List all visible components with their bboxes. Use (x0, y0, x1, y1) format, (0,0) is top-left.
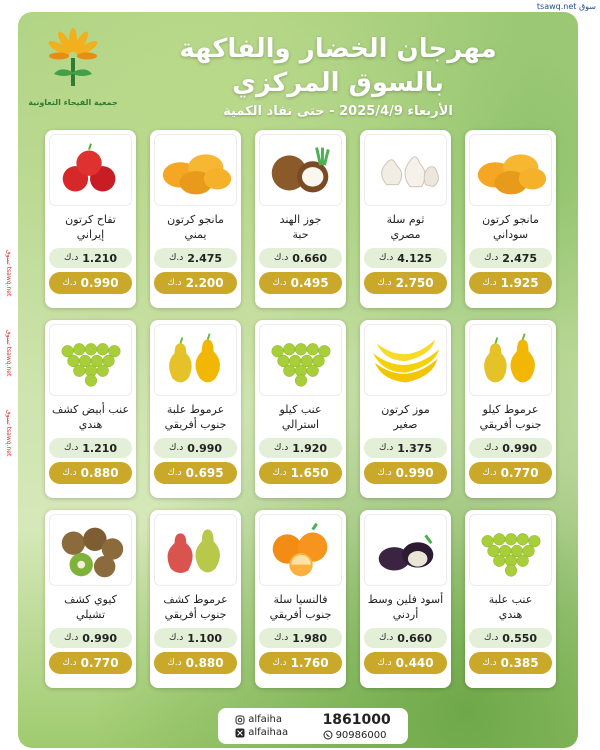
old-price (259, 248, 342, 268)
currency-label: د.ك (272, 468, 287, 478)
instagram-handle: alfaiha (248, 714, 283, 725)
offer-price-value: 2.750 (395, 276, 434, 290)
flower-logo-icon (38, 22, 108, 92)
offer-price-value: 0.440 (395, 656, 434, 670)
old-price-value: 0.990 (502, 441, 538, 455)
product-name: عرموط كيلو (482, 403, 539, 416)
product-card[interactable] (360, 320, 451, 498)
grapes-icon (262, 329, 340, 391)
coop-name: جمعية الفيحاء التعاونية (28, 98, 118, 107)
product-card[interactable] (360, 130, 451, 308)
instagram-contact[interactable] (235, 714, 288, 725)
currency-label: د.ك (378, 253, 394, 263)
currency-label: د.ك (378, 443, 394, 453)
currency-label: د.ك (483, 253, 499, 263)
currency-label: د.ك (62, 468, 77, 478)
x-logo-icon (235, 728, 245, 738)
offer-price-value: 1.925 (500, 276, 539, 290)
product-image (49, 134, 132, 206)
currency-label: د.ك (483, 633, 499, 643)
flyer-title-line2: بالسوق المركزي (232, 68, 444, 98)
old-price (49, 248, 132, 268)
currency-label: د.ك (378, 633, 394, 643)
currency-label: د.ك (63, 253, 79, 263)
product-card[interactable] (255, 130, 346, 308)
offer-price (364, 272, 447, 294)
offer-price-value: 2.200 (185, 276, 224, 290)
product-name: جوز الهند (279, 213, 322, 226)
banana-icon (367, 329, 445, 391)
offer-price-value: 0.770 (500, 466, 539, 480)
old-price-value: 0.660 (292, 251, 328, 265)
product-card[interactable] (465, 320, 556, 498)
product-image (469, 324, 552, 396)
old-price (469, 248, 552, 268)
product-card[interactable] (45, 320, 136, 498)
product-origin: حبة (292, 228, 309, 241)
currency-label: د.ك (62, 278, 77, 288)
product-card[interactable] (465, 510, 556, 688)
pear-icon (472, 329, 550, 391)
old-price-value: 1.210 (82, 251, 118, 265)
product-origin: هندي (78, 418, 103, 431)
product-origin: إيراني (76, 228, 105, 241)
currency-label: د.ك (377, 658, 392, 668)
offer-price (154, 652, 237, 674)
whatsapp-number: 90986000 (335, 729, 387, 741)
grapes-icon (52, 329, 130, 391)
apple-icon (52, 139, 130, 201)
product-name: كيوي كشف (64, 593, 117, 606)
product-image (49, 514, 132, 586)
currency-label: د.ك (168, 443, 184, 453)
side-watermark-strip (0, 0, 16, 750)
currency-label: د.ك (273, 633, 289, 643)
offer-price (469, 272, 552, 294)
product-card[interactable] (45, 510, 136, 688)
side-watermark: تسوق tsawq.net (5, 410, 12, 457)
offer-price (259, 272, 342, 294)
product-image (469, 514, 552, 586)
currency-label: د.ك (167, 658, 182, 668)
product-origin: صغير (393, 418, 418, 431)
product-name: أسود فلين وسط (367, 593, 444, 606)
flyer-poster (18, 12, 578, 748)
product-image (364, 324, 447, 396)
currency-label: د.ك (273, 443, 289, 453)
offer-price-value: 0.695 (185, 466, 224, 480)
offer-price-value: 0.495 (290, 276, 329, 290)
product-image (259, 324, 342, 396)
product-origin: هندي (498, 608, 523, 621)
product-name: فالنسيا سلة (273, 593, 328, 606)
old-price (259, 438, 342, 458)
offer-price (259, 462, 342, 484)
currency-label: د.ك (482, 278, 497, 288)
product-name: عرموط كشف (163, 593, 228, 606)
offer-price (154, 462, 237, 484)
old-price-value: 1.375 (397, 441, 433, 455)
old-price-value: 4.125 (397, 251, 433, 265)
flyer-title: مهرجان الخضار والفاكهة (179, 34, 497, 64)
product-card[interactable] (255, 320, 346, 498)
product-image (364, 134, 447, 206)
old-price-value: 0.990 (187, 441, 223, 455)
product-name: موز كرتون (381, 403, 430, 416)
currency-label: د.ك (272, 658, 287, 668)
offer-price (364, 462, 447, 484)
old-price (469, 438, 552, 458)
offer-price-value: 0.990 (80, 276, 119, 290)
offer-price (49, 652, 132, 674)
product-image (364, 514, 447, 586)
currency-label: د.ك (63, 443, 79, 453)
product-origin: جنوب أفريقي (269, 608, 332, 621)
currency-label: د.ك (482, 468, 497, 478)
offer-price (49, 272, 132, 294)
currency-label: د.ك (168, 253, 184, 263)
orange-icon (262, 519, 340, 581)
old-price (469, 628, 552, 648)
eggplant-icon (367, 519, 445, 581)
product-image (49, 324, 132, 396)
currency-label: د.ك (272, 278, 287, 288)
product-card[interactable] (150, 130, 241, 308)
currency-label: د.ك (377, 468, 392, 478)
old-price (154, 438, 237, 458)
product-name: ثوم سلة (386, 213, 425, 226)
product-origin: جنوب أفريقي (164, 608, 227, 621)
x-handle: alfaihaa (248, 727, 289, 738)
offer-price (154, 272, 237, 294)
kiwi-icon (52, 519, 130, 581)
offer-price-value: 1.760 (290, 656, 329, 670)
product-name: تفاح كرتون (65, 213, 116, 226)
product-origin: جنوب أفريقي (164, 418, 227, 431)
currency-label: د.ك (377, 278, 392, 288)
mango-icon (472, 139, 550, 201)
old-price-value: 0.660 (397, 631, 433, 645)
product-card[interactable] (255, 510, 346, 688)
old-price (364, 438, 447, 458)
pear-icon (157, 329, 235, 391)
product-origin: مصري (390, 228, 421, 241)
red-pear-icon (157, 519, 235, 581)
product-origin: سوداني (492, 228, 529, 241)
offer-price-value: 1.650 (290, 466, 329, 480)
product-card[interactable] (150, 320, 241, 498)
product-image (154, 514, 237, 586)
mango-icon (157, 139, 235, 201)
grapes-icon (472, 519, 550, 581)
old-price (154, 628, 237, 648)
offer-price (469, 462, 552, 484)
product-name: مانجو كرتون (482, 213, 539, 226)
product-image (259, 514, 342, 586)
whatsapp-contact[interactable] (323, 730, 391, 741)
old-price-value: 2.475 (187, 251, 223, 265)
coconut-icon (262, 139, 340, 201)
product-card[interactable] (360, 510, 451, 688)
product-origin: استرالي (281, 418, 320, 431)
offer-date: الأربعاء 2025/4/9 - حتى نفاد الكمية (223, 104, 453, 119)
old-price-value: 1.100 (187, 631, 223, 645)
offer-price (49, 462, 132, 484)
currency-label: د.ك (273, 253, 289, 263)
offer-price (259, 652, 342, 674)
x-contact[interactable] (235, 727, 288, 738)
offer-price-value: 0.880 (80, 466, 119, 480)
whatsapp-icon (323, 730, 333, 740)
top-watermark: tsawq.net سوق (536, 2, 596, 11)
product-name: عنب أبيض كشف (51, 403, 130, 416)
product-image (154, 134, 237, 206)
product-origin: أردني (392, 608, 419, 621)
old-price (49, 628, 132, 648)
product-image (259, 134, 342, 206)
product-card[interactable] (45, 130, 136, 308)
product-name: عنب علبة (488, 593, 533, 606)
side-watermark: تسوق tsawq.net (5, 250, 12, 297)
instagram-icon (235, 715, 245, 725)
offer-price-value: 0.880 (185, 656, 224, 670)
currency-label: د.ك (483, 443, 499, 453)
old-price (364, 628, 447, 648)
old-price-value: 1.210 (82, 441, 118, 455)
old-price-value: 0.550 (502, 631, 538, 645)
offer-price-value: 0.990 (395, 466, 434, 480)
old-price-value: 2.475 (502, 251, 538, 265)
product-image (154, 324, 237, 396)
old-price-value: 1.920 (292, 441, 328, 455)
currency-label: د.ك (167, 468, 182, 478)
old-price (364, 248, 447, 268)
currency-label: د.ك (167, 278, 182, 288)
currency-label: د.ك (168, 633, 184, 643)
offer-price-value: 0.385 (500, 656, 539, 670)
offer-price (469, 652, 552, 674)
currency-label: د.ك (482, 658, 497, 668)
contact-footer (218, 708, 408, 744)
old-price-value: 0.990 (82, 631, 118, 645)
old-price-value: 1.980 (292, 631, 328, 645)
side-watermark: تسوق tsawq.net (5, 330, 12, 377)
garlic-icon (367, 139, 445, 201)
product-name: مانجو كرتون (167, 213, 224, 226)
product-name: عرموط علبة (166, 403, 225, 416)
currency-label: د.ك (63, 633, 79, 643)
coop-logo (18, 22, 128, 142)
flyer-header (138, 32, 538, 119)
old-price (154, 248, 237, 268)
product-origin: يمني (184, 228, 207, 241)
hotline-number[interactable]: 1861000 (322, 711, 391, 728)
offer-price-value: 0.770 (80, 656, 119, 670)
offer-price (364, 652, 447, 674)
old-price (49, 438, 132, 458)
product-name: عنب كيلو (279, 403, 322, 416)
currency-label: د.ك (62, 658, 77, 668)
product-grid (42, 130, 556, 688)
product-image (469, 134, 552, 206)
old-price (259, 628, 342, 648)
product-origin: جنوب أفريقي (479, 418, 542, 431)
product-card[interactable] (150, 510, 241, 688)
product-card[interactable] (465, 130, 556, 308)
product-origin: تشيلي (76, 608, 106, 621)
